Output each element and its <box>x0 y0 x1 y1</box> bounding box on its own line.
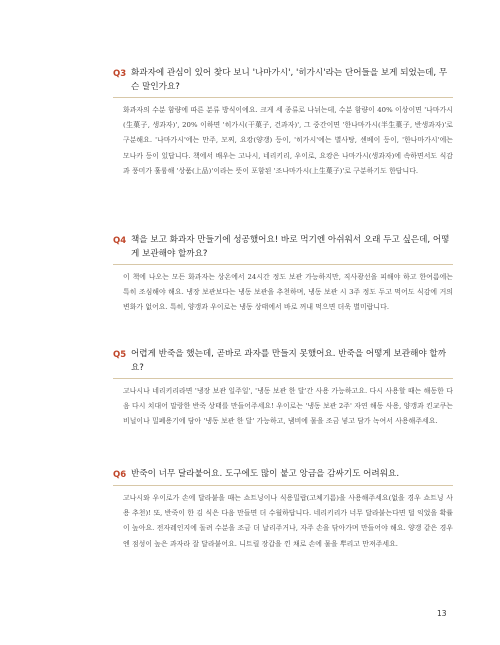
qa-block-q5 <box>113 347 453 430</box>
question-heading <box>113 233 453 261</box>
answer-text: 이 책에 나오는 모든 화과자는 상온에서 24시간 정도 보관 가능하지만, 직사광선을 피해야 하고 한여름에는 특히 조심해야 해요. 냉장 보관보다는 냉동 보관을 추천하며, 냉동 보관 시 3주 정도 두고 먹어도 식감에 거의 변화가 없어요. 특히, 양갱과 우이로는 냉동 상태에서 바로 꺼내 먹으면 더욱 별미랍니다. <box>123 273 453 312</box>
question-text: 반죽이 너무 달라붙어요. 도구에도 많이 붙고 앙금을 감싸기도 어려워요. <box>131 469 400 479</box>
question-heading <box>113 66 453 94</box>
question-heading <box>113 467 453 482</box>
question-text: 책을 보고 화과자 만들기에 성공했어요! 바로 먹기엔 아쉬워서 오래 두고 싶은데, 어떻게 보관해야 할까요? <box>131 235 450 259</box>
answer-text: 화과자의 수분 함량에 따른 분류 방식이에요. 크게 세 종류로 나뉘는데, 수분 함량이 40% 이상이면 '나마가시(生菓子, 생과자)', 20% 이하면 '히가시(干菓子, 건과자)', 그 중간이면 '한나마가시(半生菓子, 반생과자)'로 구분해요. '나마가시'에는 만주, 모찌, 요캉(양갱) 등이, '히가시'에는 별사탕, 센베이 등이, '한나마가시'에는 모나카 등이 있답니다. 책에서 배우는 고나시, 네리키리, 우이로, 요캉은 나마가시(생과자)에 속하면서도 식감과 풍미가 훌륭해 '상품(上品)'이라는 뜻이 포함된 '조나마가시(上生菓子)'로 구분하기도 한답니다. <box>123 106 453 175</box>
question-divider <box>113 264 453 265</box>
question-number: Q3 <box>113 69 127 79</box>
answer-text: 고나시나 네리키리라면 '냉장 보관 일주일', '냉동 보관 한 달'간 사용 가능하고요. 다시 사용할 때는 해동한 다음 다시 치대어 말랑한 반죽 상태를 만들어주세요! 우이로는 '냉동 보관 2주' 자연 해동 사용, 양갱과 킨교쿠는 비닐이나 밀폐용기에 담아 '냉동 보관 한 달' 가능하고, 냄비에 물을 조금 넣고 담가 녹여서 사용해주세요. <box>123 387 453 426</box>
qa-block-q4 <box>113 233 453 316</box>
qa-block-q6 <box>113 467 453 552</box>
question-number: Q5 <box>113 350 127 360</box>
question-divider <box>113 485 453 486</box>
question-number: Q6 <box>113 470 127 480</box>
question-text: 어렵게 반죽을 했는데, 곧바로 과자를 만들지 못했어요. 반죽을 어떻게 보관해야 할까요? <box>131 349 447 373</box>
question-heading <box>113 347 453 375</box>
qa-block-q3 <box>113 66 453 179</box>
question-divider <box>113 97 453 98</box>
question-number: Q4 <box>113 236 127 246</box>
question-text: 화과자에 관심이 있어 찾다 보니 '나마가시', '히가시'라는 단어들을 보게 되었는데, 무슨 말인가요? <box>131 68 448 92</box>
question-divider <box>113 378 453 379</box>
answer-text: 고나시와 우이로가 손에 달라붙을 때는 쇼트닝이나 식용밀랍(고체기름)을 사용해주세요(없을 경우 쇼트닝 사용 추천)! 또, 반죽이 한 김 식은 다음 만들면 더 수월하답니다. 네리키리가 너무 달라붙는다면 덜 익었을 확률이 높아요. 전자레인지에 돌려 수분을 조금 더 날리주거나, 자주 손을 닦아가며 만들어야 해요. 양갱 같은 경우엔 점성이 높은 과자라 잘 달라붙어요. 니트릴 장갑을 낀 채로 손에 물을 뿌리고 만져주세요. <box>123 494 453 548</box>
page-number: 13 <box>437 609 447 618</box>
